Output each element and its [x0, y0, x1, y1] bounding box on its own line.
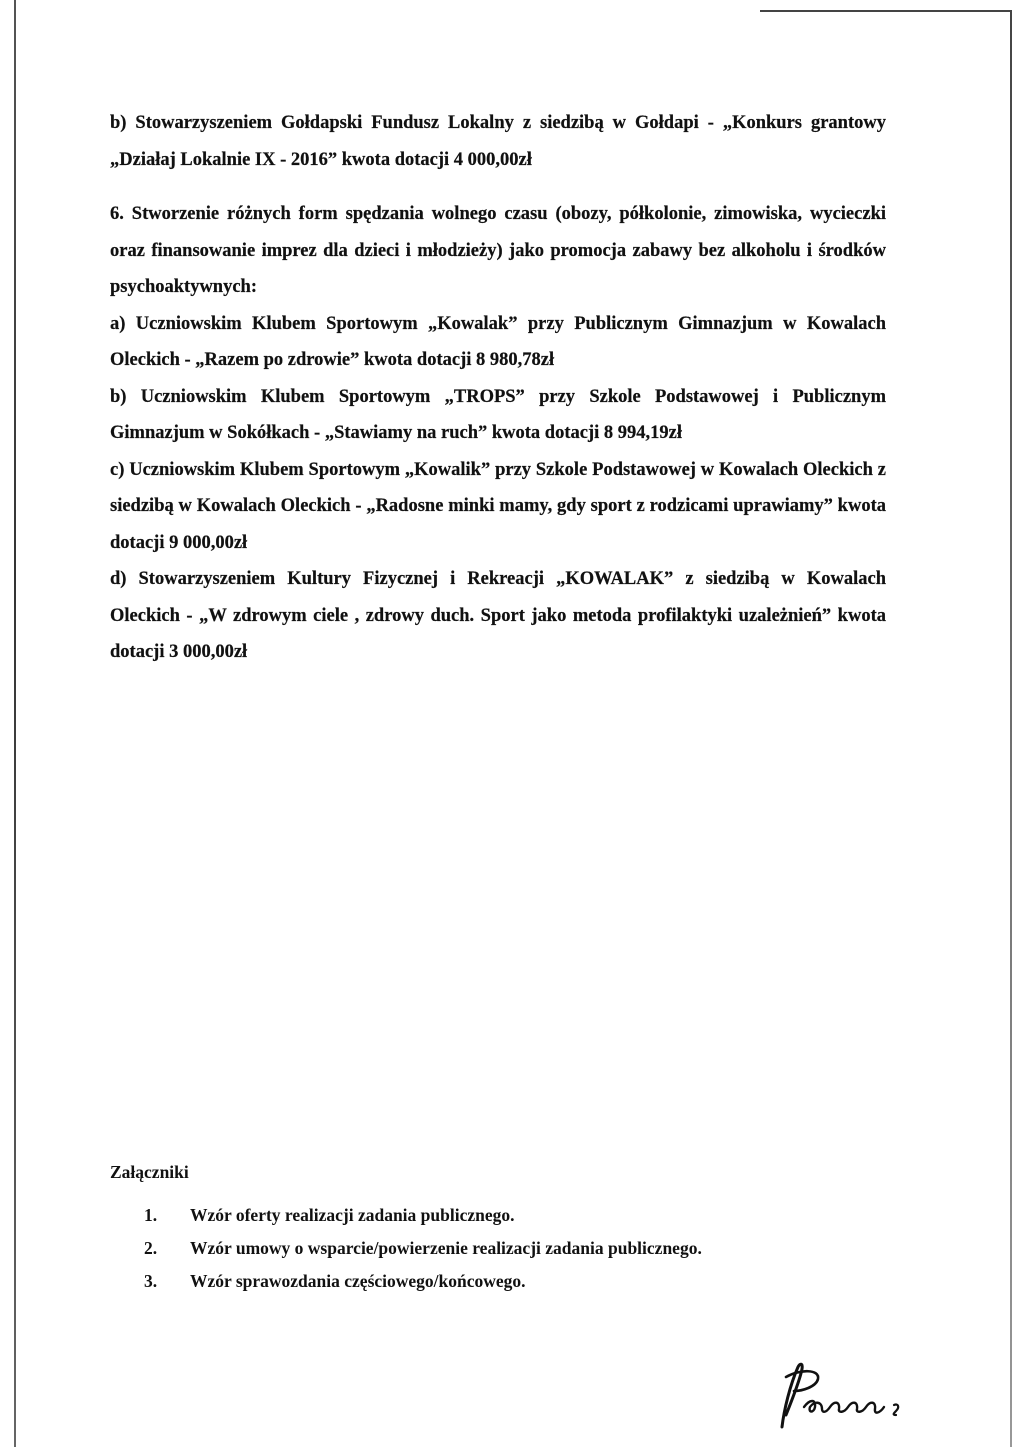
attachment-text: Wzór oferty realizacji zadania publicznego.	[190, 1205, 515, 1225]
attachment-number: 3.	[144, 1271, 158, 1291]
attachments-section	[110, 1157, 886, 1298]
paragraph-c-kowalik-club: c) Uczniowskim Klubem Sportowym „Kowalik” przy Szkole Podstawowej w Kowalach Oleckich z siedzibą w Kowalach Oleckich - „Radosne minki mamy, gdy sport z rodzicami uprawiamy” kwota dotacji 9 000,00zł	[110, 459, 886, 553]
attachment-number: 1.	[144, 1205, 158, 1225]
attachment-number: 2.	[144, 1238, 158, 1258]
attachment-item	[110, 1232, 886, 1265]
scan-edge-top	[760, 10, 1010, 12]
paragraph-6-leisure-forms: 6. Stworzenie różnych form spędzania wolnego czasu (obozy, półkolonie, zimowiska, wycieczki oraz finansowanie imprez dla dzieci i młodzieży) jako promocja zabawy bez alkoholu i środków psychoaktywnych:	[110, 204, 886, 297]
attachment-item	[110, 1265, 886, 1298]
paragraph-b-trops-club: b) Uczniowskim Klubem Sportowym „TROPS” przy Szkole Podstawowej i Publicznym Gimnazjum w Sokółkach - „Stawiamy na ruch” kwota dotacji 8 994,19zł	[110, 386, 886, 443]
attachment-item	[110, 1199, 886, 1232]
paragraph-a-kowalak-club: a) Uczniowskim Klubem Sportowym „Kowalak” przy Publicznym Gimnazjum w Kowalach Oleckich - „Razem po zdrowie” kwota dotacji 8 980,78zł	[110, 313, 886, 370]
scan-edge-right	[1010, 10, 1012, 1447]
attachments-title: Załączniki	[110, 1162, 189, 1182]
paragraph-gap	[110, 178, 886, 196]
attachments-list	[110, 1199, 886, 1298]
attachment-text: Wzór umowy o wsparcie/powierzenie realizacji zadania publicznego.	[190, 1238, 702, 1258]
scan-edge-left	[14, 0, 16, 1447]
paragraph-b-goldap-fund: b) Stowarzyszeniem Gołdapski Fundusz Lokalny z siedzibą w Gołdapi - „Konkurs grantowy „Działaj Lokalnie IX - 2016” kwota dotacji 4 000,00zł	[110, 113, 886, 170]
attachment-text: Wzór sprawozdania częściowego/końcowego.	[190, 1271, 526, 1291]
handwritten-signature	[760, 1355, 920, 1435]
paragraph-d-kowalak-association: d) Stowarzyszeniem Kultury Fizycznej i Rekreacji „KOWALAK” z siedzibą w Kowalach Oleckich - „W zdrowym ciele , zdrowy duch. Sport jako metoda profilaktyki uzależnień” kwota dotacji 3 000,00zł	[110, 569, 886, 662]
document-body	[110, 105, 886, 671]
